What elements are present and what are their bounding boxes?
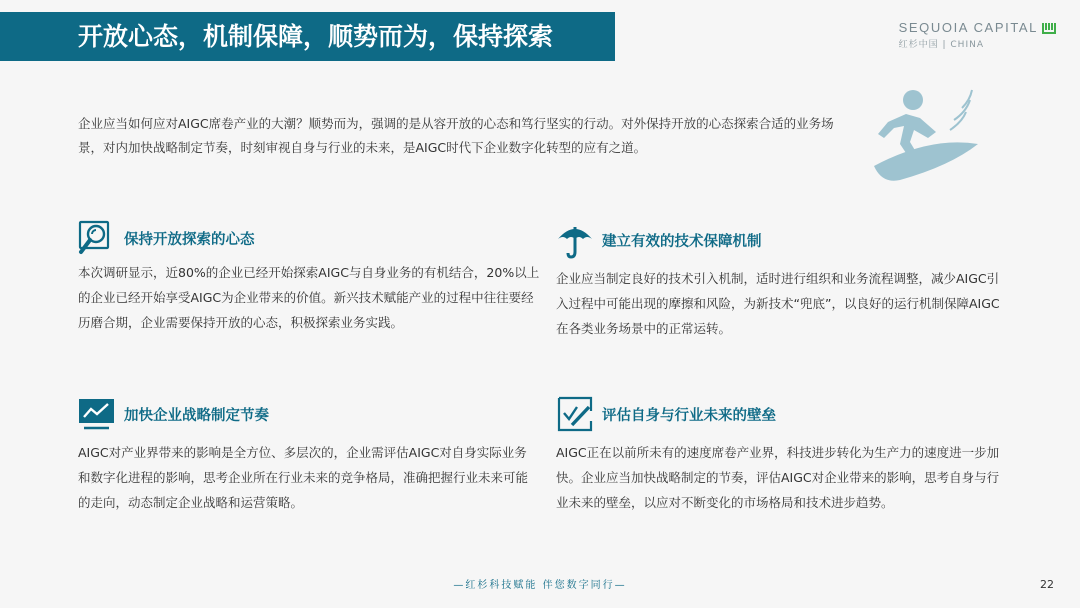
section-open-mindset [78,218,543,335]
section-title: 保持开放探索的心态 [124,231,255,248]
footer-slogan: —红杉科技赋能 伴您数字同行— [453,580,627,591]
logo-subtext: 红杉中国 | CHINA [898,40,984,50]
section-future-barriers [556,394,1004,515]
trend-chart-icon [78,395,116,433]
section-title: 评估自身与行业未来的壁垒 [602,407,776,424]
section-strategy-pace [78,394,528,515]
section-body: 企业应当制定良好的技术引入机制，适时进行组织和业务流程调整，减少AIGC引入过程中可能出现的摩擦和风险，为新技术“兜底”，以良好的运行机制保障AIGC在各类业务场景中的正常运转。 [556,271,1000,336]
sequoia-mark-icon [1042,22,1056,34]
section-body: 本次调研显示，近80%的企业已经开始探索AIGC与自身业务的有机结合，20%以上的企业已经开始享受AIGC为企业带来的价值。新兴技术赋能产业的过程中往往要经历磨合期，企业需要保持开放的心态，积极探索业务实践。 [78,265,540,330]
page-number: 22 [1040,578,1054,591]
umbrella-icon [556,221,594,259]
surfer-illustration-icon [870,86,982,184]
section-body: AIGC正在以前所未有的速度席卷产业界，科技进步转化为生产力的速度进一步加快。企业应当加快战略制定的节奏，评估AIGC对企业带来的影响，思考自身与行业未来的壁垒，以应对不断变化的市场格局和技术进步趋势。 [556,445,1000,510]
edit-check-icon [556,395,594,433]
section-title: 建立有效的技术保障机制 [602,233,762,250]
search-analysis-icon [78,219,116,257]
logo-text: SEQUOIA CAPITAL [898,20,1038,35]
section-title: 加快企业战略制定节奏 [124,407,269,424]
section-tech-mechanism [556,220,1004,341]
page-title: 开放心态，机制保障，顺势而为，保持探索 [78,22,554,51]
section-body: AIGC对产业界带来的影响是全方位、多层次的，企业需评估AIGC对自身实际业务和数字化进程的影响，思考企业所在行业未来的竞争格局，准确把握行业未来可能的走向，动态制定企业战略和运营策略。 [78,445,529,510]
intro-paragraph: 企业应当如何应对AIGC席卷产业的大潮？顺势而为，强调的是从容开放的心态和笃行坚实的行动。对外保持开放的心态探索合适的业务场景，对内加快战略制定节奏，时刻审视自身与行业的未来，是AIGC时代下企业数字化转型的应有之道。 [78,116,834,155]
company-logo [899,20,1056,50]
